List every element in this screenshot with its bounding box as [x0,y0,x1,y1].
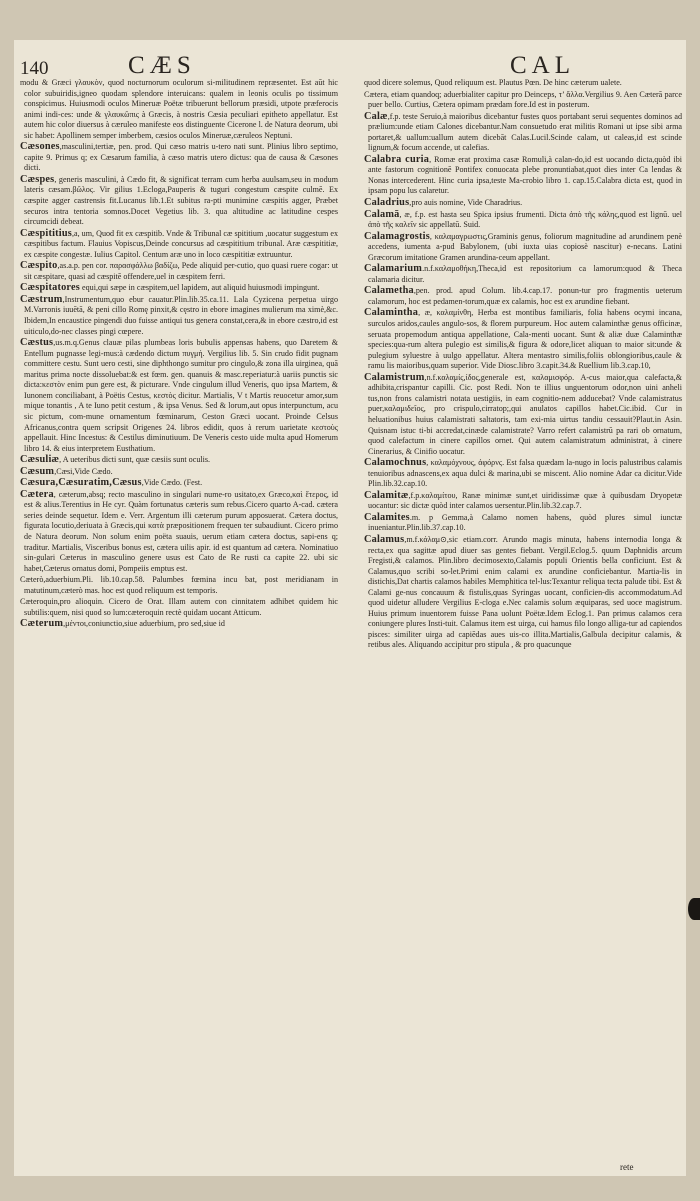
dictionary-entry [364,513,682,534]
entry-text: , Romæ erat proxima casæ Romuli,à calan-do,id est uocando dicta,quòd ibi ante fastorum cognitionē Pontifex conuocata plebe pronuntiabat,quot dies inter Ca lendas & Nonas intercederent. Hinc curia ipsa,teste Ma-crobio libro 1. cap.15.Calabra dicta est, quod in ipsam popu lus calaretur. [368,154,682,196]
entry-text: , καλαμόχνους, ἀφόρνς. Est falsa quædam la-nugo in locis palustribus calamis tenuioribus adnascens,ex aqua dulci & marina,ubi se miscent. Alio nomine Adar ca dicitur.Vide Plin.lib.32.cap.10. [368,458,682,489]
entry-headword: Cæsum [20,465,55,477]
right-column [364,78,682,652]
entry-headword: Cæspititius [20,227,72,239]
dictionary-entry [364,308,682,371]
entry-headword: Calamitæ [364,489,409,501]
entry-text: equi,qui sæpe in cæspitem,uel lapidem, aut aliquid huiusmodi impingunt. [79,283,320,293]
entry-text: Cæterò,aduerbium.Pli. lib.10.cap.58. Palumbes fœmina incu bat, post meridianam in matutinum,cæterò mas. hoc est quod reliquum est temporis. [20,575,338,595]
entry-text: ,m.f.κάλαμ⊙,sic etiam.corr. Arundo magis minuta, habens internodia longa & recta,ex qua sagittæ apud diuer sas gentes fiebant. Vergil.Eclog.5. quum Daphnidis arcum Fregisti,& calamos. Plin.libro decimosexto,Calamis populi Orientis bella conficiunt. Est & Calamus,quo scribi so-let.Primi enim calami ex arundine conficiebantur. Martia-lis in distichis,Dat chartis calamos habiles Memphitica tel-lus:Texantur reliqua tecta palude tibi. Est & Calami ge-nus concauum & fistulis,quas Syringas uocant, conficien-dis accommodatum.Ad quod uidetur alludere Vergilius E-cloga e.Nec calamis solum æquiparas, sed uoce magistrum. Huius primum inuentorem fuisse Pana uolunt Poëtæ.Idem Eclog.1. Pan primus calamos cera coniungere plures Insti-tuit. Calamus item est uirga, cui hamus filo longo alliga-tur ad capiendos pisces: similiter uirga ad capiēdas aues uis-co illita.Martialis,Galbula decipitur calamis, & retibus ales. Aliquando accipitur pro stipula , & pro quacunque [368,534,682,650]
entry-headword: Cæstrum [20,293,63,305]
entry-text: .m. p Gemma,à Calamo nomen habens, quòd plures simul iunctæ inueniantur.Plin.lib.37.cap.10. [368,512,682,533]
dictionary-entry [20,283,338,294]
entry-text: , καλαμαγρωστις,Graminis genus, foliorum magnitudine ad arundinem penè accedens, iumenta a-pud Babylonem, (ubi iuxta uias copiosè nascitur) e-necans. Latini Græcorum imitatione Gramen arundina-ceum appellant. [368,231,682,262]
entry-headword: Cæstus [20,337,54,349]
entry-headword: Cæspes [20,173,55,185]
dictionary-entry [364,264,682,285]
page-number: 140 [20,58,49,79]
entry-headword: Calametha [364,285,414,297]
entry-text: ,pen. prod. apud Colum. lib.4.cap.17. ponun-tur pro fragmentis ueterum calamorum, hoc est pedamen-torum,quæ ex calamis, hoc est ex arundine fiebant. [368,286,682,306]
entry-headword: Calamā [364,208,400,220]
entry-text: ,Cæsi,Vide Cædo. [54,466,113,476]
entry-text: ,n.f.καλαμίς,ίδος,generale est, καλαμισφόρ. A-cus maior,qua calefacta,& adhibita,crispantur capilli. Cic. post Redi. Non te illius unguentorum odor,non uini anheli tus,non frons calamistri notata uestigiis, in eam cognitio-nem adducebat? Vnde calamistratus puer,καλαμιδεῖος, pro crispulo,cirratop;,qui anulatos capillos habet.Cic.ibid. Cur in heluationibus huius calamistrati saltatoris, tam exi-mia uirtus tandiu cessauit?Plaut.in Asin. Quisnam istuc ti-bi accredat,cinæde calamistrate? Varro refert calamistrū pa rari ob ornatum, quod calefactum in cinere capillos ornet. Qui autem calamistratum administrat, à cinere Cinerarius, & Cinifio uocatur. [368,372,682,456]
dictionary-entry [20,78,338,141]
entry-text: , generis masculini, à Cædo fit, & significat terram cum herba auulsam,seu in modum lateris cæsam.βῶλος. Vir gilius 1.Ecloga,Pauperis & tuguri congestum cæspite culmē. Ex cæspite agger castrensis fit.Lucanus lib.1.Et subitus ra-pti munimine cæspitis agger, Præbet securos intra tentoria somnos.Docet Vegetius lib. 3. qua altitudine ac latitudine cespes circumcidi debeat. [24,174,338,227]
entry-text: , cæterum,absq; recto masculino in singulari nume-ro usitato,ex Græco,καὶ ἕτερος, id est & alius.Terentius in He cyr. Quàm fortunatus cæteris sum rebus.Cicero quarto A-cad. cætera series deinde sequetur. Idem e. Verr. Argentum illi cæterum purum apposuerat. Cætera doctus, figurata locutio,deriuata à Græcis,qui κατὰ præpositionem frequen ter subaudiunt. Cicero primo de Natura deorum. Non solum enim poëta suauis, uerum etiam cætera doctus, sapi-ens q; traditur. Martialis, Visceribus bonus est, cætera uilis apir. id est quantum ad cætera. Nominatiuo sin-gulari Cæterus in masculino genere usus est Cato de Re rusti ca capite 22. ubi sic habet,Cæterus ornatus domi, Pompeiis emptus est. [24,489,338,573]
entry-text: ,us.m.q.Genus clauæ pilas plumbeas loris bubulis appensas habens, quo Daretem & Entellum pugnasse legi-mus:à cædendo dictum πυγμή. Vergilius lib. 5. Sin crudo fidit pugnam committere cestu. Sunt uero cesti, sine diphthongo sumitur pro cingulo,& zona illa uirginea, quā maritus prima nocte dissoluebat:& est fœm. gen. quanuis & masc.reperiatur:à uariis punctis sic dicta:κεστὸν enim pun gere est, & picturare. Vnde cingulum illud Veneris, quo ipsa Martem, & Iunonem conciliabant, à Poëtis Cestus, κεστὸς dicitur. Martialis, V t Martis reuocetur amor,sum mique tonantis , A te Iuno petit cestum , & ipsa Venus. Sed & lorum,aut opus interpunctum, acu sic pictum, com-mune ornamentum fœminarum, Ceston Græci uocant. Proinde Celsus Africanus,contra quem scripsit Origenes 24. libros edidit, quos à rerum uarietate κεστοὺς appellauit. Hinc Incestus: & Cestilus diminutiuum. De Veneris cesto uide multa apud Homerum libro 14. & eius interpretem Eusthatium. [24,338,338,453]
entry-text: ,Vide Cædo. (Fest. [141,478,203,488]
dictionary-entry [20,142,338,174]
entry-text: .n.f.καλαμοθήκη,Theca,id est repositorium ca lamorum:quod & Theca calamaria dicitur. [368,264,682,284]
dictionary-entry [20,597,338,618]
entry-headword: Calabra curia [364,153,430,165]
dictionary-entry [20,619,338,630]
dictionary-entry [20,295,338,337]
dictionary-entry [364,232,682,264]
dictionary-entry [364,90,682,111]
entry-text: Cæteroquin,pro alioquin. Cicero de Orat. Illam autem con cinnitatem adhibet quidem hic subtilis:quem, nisi quod so lum:cæteroquin rectè quidam uocant Atticum. [20,597,338,617]
entry-headword: Calamagrostis [364,230,430,242]
dictionary-entry [20,490,338,574]
entry-text: quod dicere solemus, Quod reliquum est. Plautus Pœn. De hinc cæterum ualete. [364,78,622,87]
dictionary-entry [364,535,682,651]
entry-headword: Calamarium [364,263,423,275]
binding-hole [688,898,700,920]
entry-headword: Cæterum [20,618,64,630]
entry-headword: Caladrius [364,197,410,209]
dictionary-entry [364,373,682,457]
dictionary-entry [20,175,338,228]
entry-text: ,f.p.καλαμίτου, Ranæ minimæ sunt,et uiridissimæ quæ à quibusdam Dryopetæ uocantur: sic dictæ quòd inter calamos uersentur.Plin.lib.32.cap.7. [368,490,682,511]
entry-headword: Cæsones [20,141,60,153]
dictionary-entry [364,155,682,197]
entry-text: Cætera, etiam quandoq; aduerbialiter capitur pro Deinceps, τ’ ἄλλα.Vergilius 9. Aen Cæterā parce puer bello. Curtius, Cætera opimam prædam fore.Id est in posterum. [364,89,682,110]
entry-headword: Calamochnus [364,457,427,469]
entry-headword: Calamistrum [364,371,425,383]
catchword: rete [620,1162,634,1172]
entry-headword: Calamites [364,511,410,523]
dictionary-entry [364,78,682,89]
dictionary-entry [20,467,338,478]
entry-headword: Cæsura,Cæsuratim,Cæsus [20,477,142,489]
entry-text: ,a, um, Quod fit ex cæspitib. Vnde & Tribunal cæ spititium ,uocatur suggestum ex cæspitibus factum. Flauius Vopiscus,Deinde concursus ad cæspititium tribunal. Aræ cæspititiæ, ex cæspite congestæ. Iulius Capitol. Centum aræ uno in loco cæspititiæ extruuntur. [24,228,338,259]
entry-headword: Calamus [364,533,405,545]
dictionary-entry [20,261,338,282]
entry-headword: Cæspito [20,260,58,272]
entry-text: ,Instrumentum,quo ebur cauatur.Plin.lib.35.ca.11. Lala Cyzicena perpetua uirgo M.Varronis iuuētā, & peni cillo Romę pinxit,& cęstro in ebore imagines mulierum ma ximè,&c. Ibidem,In encaustice pingendi duo fuisse antiqui tus genera constat,cera,& in ebore cæstro,id est uiticulo,do-nec classes pingi cœpere. [24,294,338,336]
dictionary-entry [364,286,682,307]
dictionary-entry [20,478,338,489]
entry-headword: Cæsuliæ [20,454,60,466]
dictionary-entry [20,575,338,596]
left-running-head: CÆS [128,52,196,79]
right-running-head: CAL [510,52,575,79]
entry-text: modu & Græci γλαυκὸν, quod nocturnorum oculorum si-militudinem repræsentet. Est aūt hic color subuiridis,igneo quodam splendore interuicans: qualem in leonis oculis po tissimum conspicimus. Huiusmodi oculos Mineruæ Poëtæ tribuerunt bellorum præsidi, utpote præferocis animi indi-ces: unde & γλαυκῶπις à Græcis, à nostris Cæsia peculiari epitheto appellatur. Est autem hic color diuersus à cæruleo manifeste eos distinguente Cicerone l. de Natura deorum, ubi sic habet: Apollinem semper imberbem, cæsios oculos Mineruæ,cæruleos Neptuni. [20,78,338,140]
dictionary-entry [364,458,682,490]
entry-text: , æ, f.p. est hasta seu Spica ipsius frumenti. Dicta ἀπὸ τῆς κάλης,quod est lignū. uel ἀπὸ τῆς καλεῖν sic appellatū. Suid. [368,209,682,230]
dictionary-entry [364,210,682,231]
entry-text: , A ueteribus dicti sunt, quæ cæsiis sunt oculis. [59,455,211,465]
dictionary-entry [20,338,338,454]
entry-headword: Cætera [20,488,54,500]
dictionary-entry [20,455,338,466]
dictionary-entry [364,491,682,512]
left-column [20,78,338,631]
entry-text: ,as.a.p. pen cor. παρασφάλλω βαδίζω, Pede aliquid per-cutio, quo quasi ruere cogar: ut sit cæspitare, quasi ad cæspitē offendere,uel in cæspitem ferri. [24,261,338,281]
entry-text: ,pro auis nomine, Vide Charadrius. [409,198,523,208]
dictionary-entry [364,198,682,209]
entry-text: ,f.p. teste Seruio,à maioribus dicebantur fustes quos portabant serui sequentes dominos ad prælium:unde etiam Calones dicebantur.Nam consuetudo erat militis Romani ut ipse sibi arma portaret,& uallum:uallum autem dicebāt Calas.Lucil.Scinde calam, ut caleas,id est scinde lignum,& focum accende, ut calefias. [368,111,682,153]
entry-text: ,masculini,tertiæ, pen. prod. Qui cæso matris u-tero nati sunt. Plinius libro septimo, capite 9. Primus q; ex Cæsarum familia, à cæso matris utero dictus: qua de causa & Cæsones dicti. [24,142,338,173]
entry-headword: Calæ [364,110,388,122]
entry-headword: Cæspitatores [20,282,80,294]
entry-text: , æ, καλαμίνθη, Herba est montibus familiaris, folia habens ocymi incana, surculos aridos,caules angulo-sos, & florem purpureum. Hoc autem calaminthæ genus officinæ, seruata propemodum antiqua appellatione, Cala-menti uocant. Sunt & aliæ duæ Calaminthæ species:qua-rum altera pulegio est similis,& figura & odore,licet aliquan to maior sit:unde & pulegium syluestre à uulgo appellatur. Altera mentastro similis,foliis oblongioribus,caule & ramu lis maioribus,quam superior. Vide Diosc.libro 3.capit.34.& Ruellium lib.3.cap.10, [368,308,682,371]
dictionary-entry [20,229,338,261]
dictionary-entry [364,112,682,154]
entry-headword: Calamintha [364,307,419,319]
entry-text: ,μέντοι,coniunctio,siue aduerbium, pro sed,siue id [63,619,225,629]
